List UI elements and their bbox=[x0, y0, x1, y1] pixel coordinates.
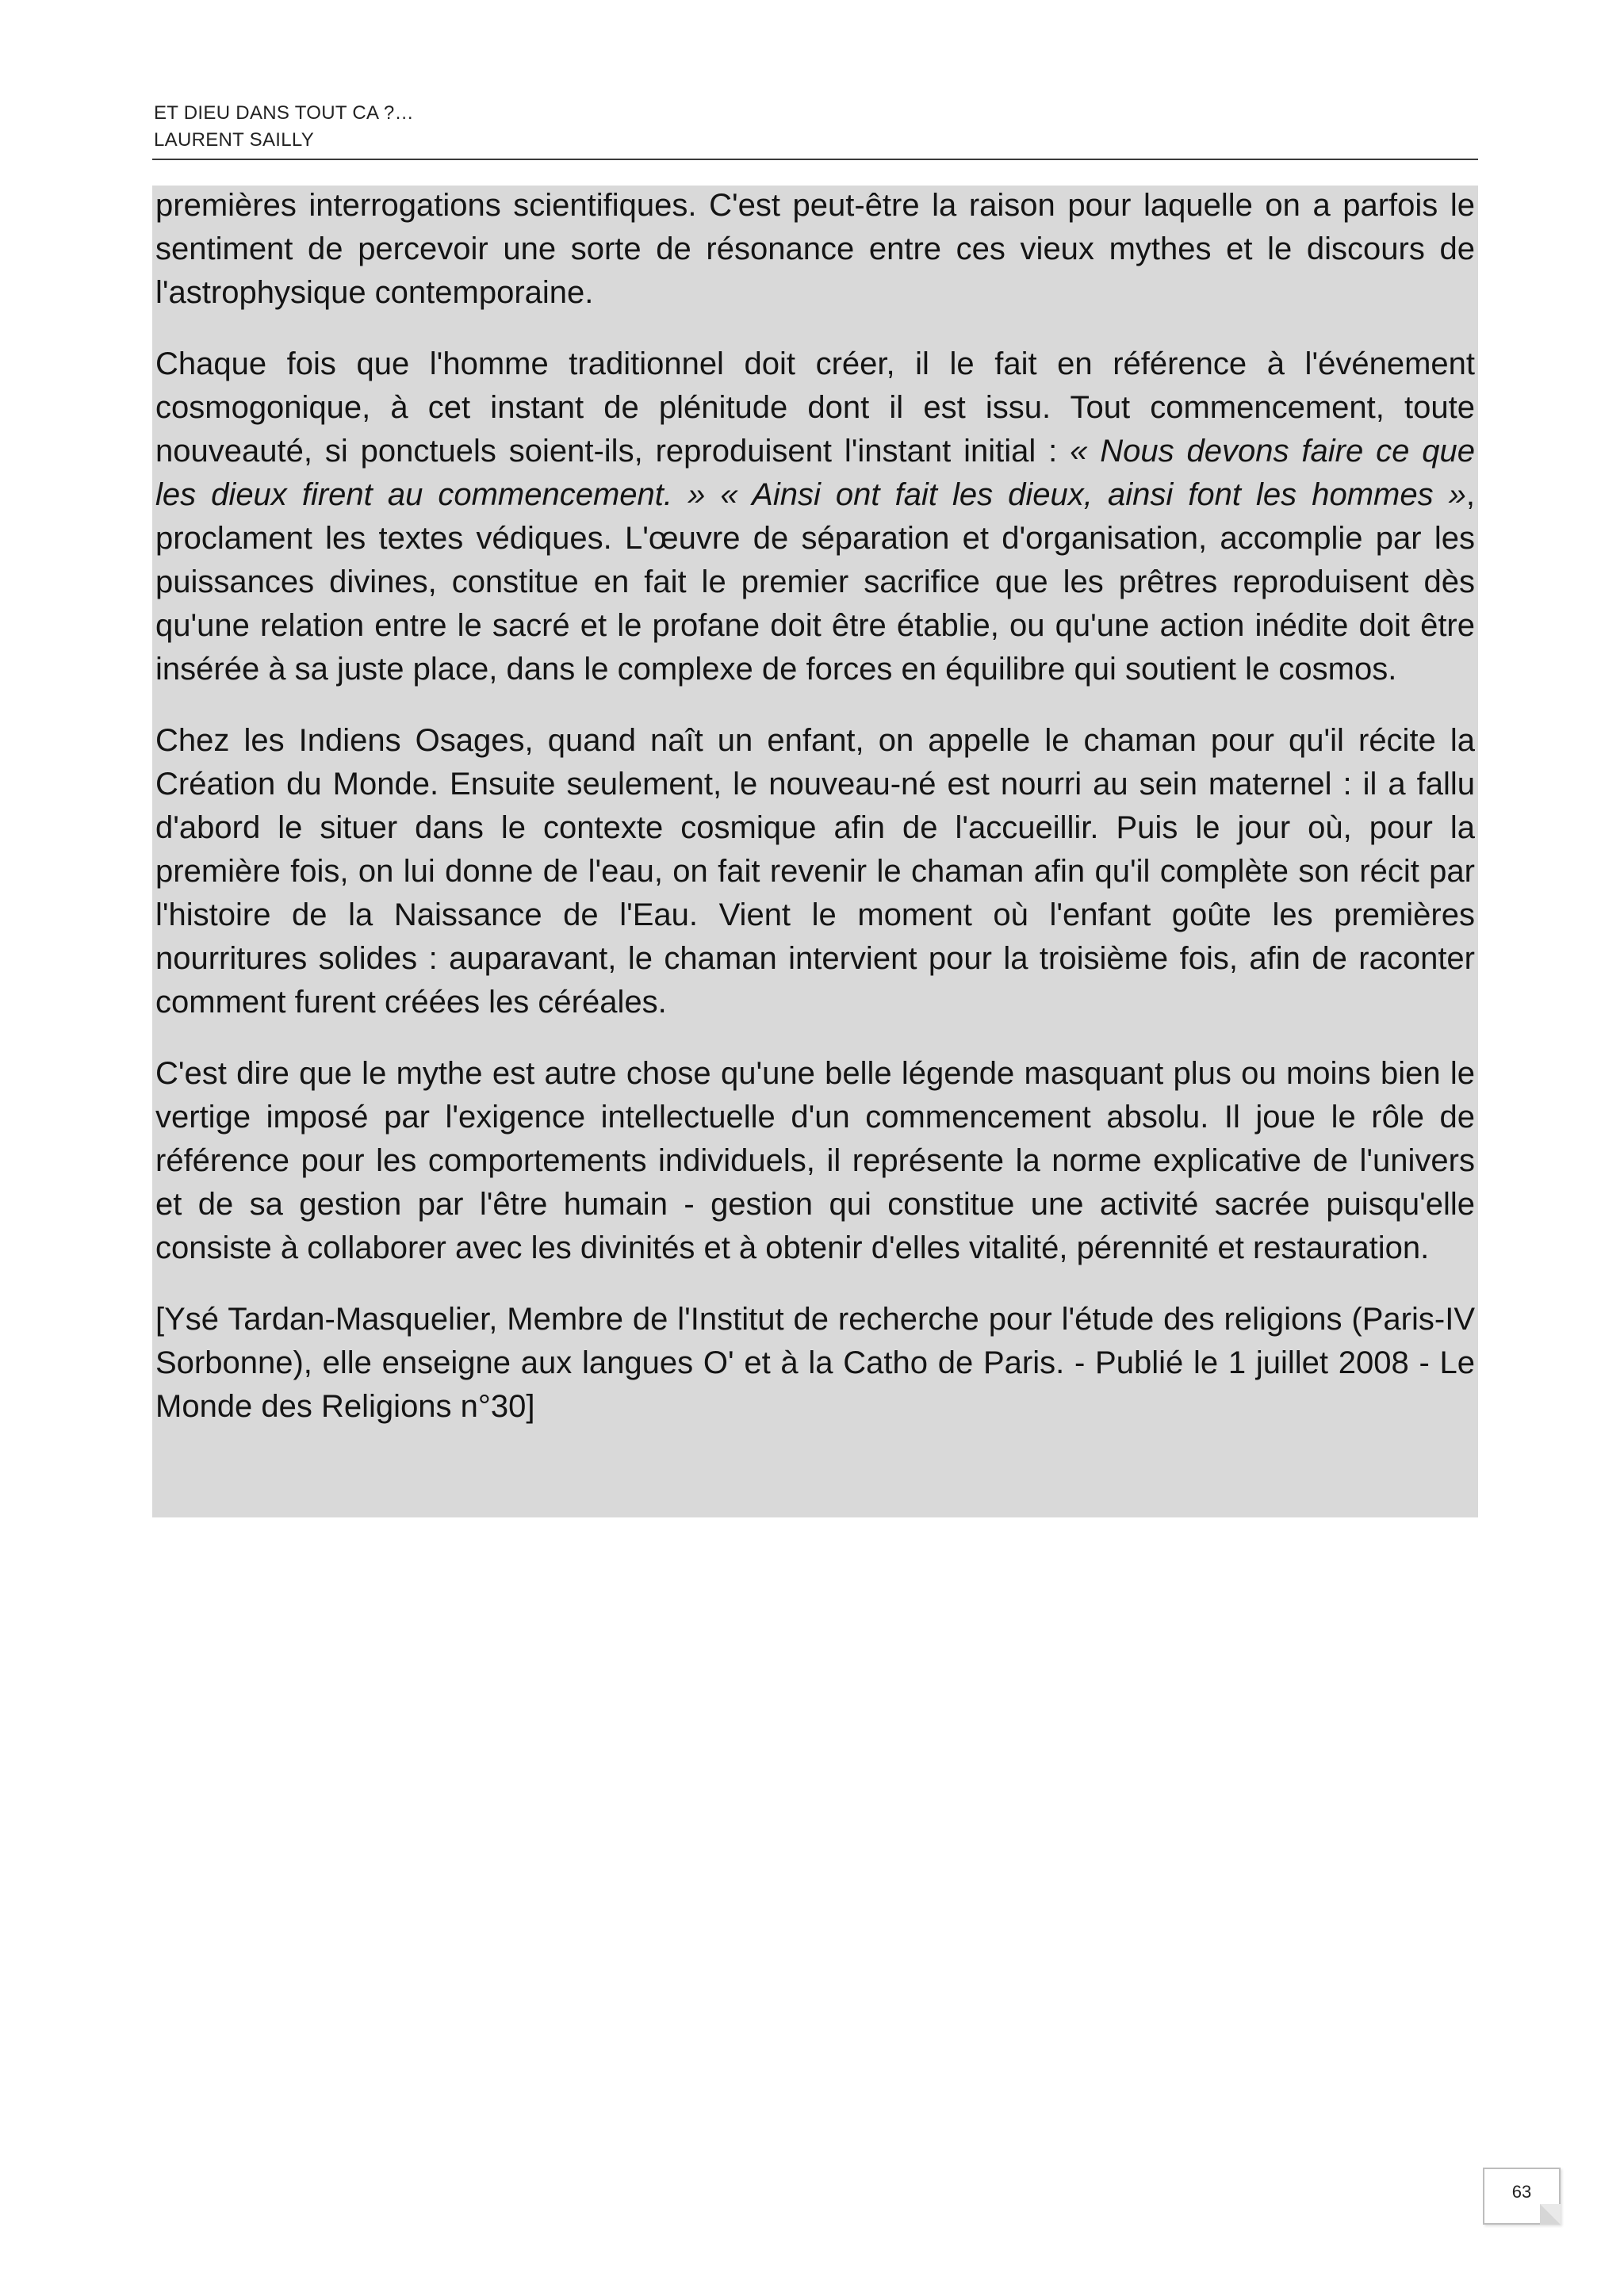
header-rule bbox=[152, 159, 1478, 160]
paragraph-2-text-before: Chaque fois que l'homme traditionnel doit créer, il le fait en référence à l'événement cosmogonique, à cet instant de plénitude dont il est issu. Tout commencement, toute nouveauté, si ponctuels soient-ils, reproduisent l'instant initial : bbox=[155, 346, 1475, 469]
page-curl-corner bbox=[1540, 2204, 1561, 2225]
paragraph-3: Chez les Indiens Osages, quand naît un enfant, on appelle le chaman pour qu'il récite la Création du Monde. Ensuite seulement, le nouveau-né est nourri au sein maternel : il a fallu d'abord le situer dans le contexte cosmique afin de l'accueillir. Puis le jour où, pour la première fois, on lui donne de l'eau, on fait revenir le chaman afin qu'il complète son récit par l'histoire de la Naissance de l'Eau. Vient le moment où l'enfant goûte les premières nourritures solides : auparavant, le chaman intervient pour la troisième fois, afin de raconter comment furent créées les céréales. bbox=[155, 723, 1475, 1020]
page-number: 63 bbox=[1511, 2182, 1532, 2202]
page-number-box bbox=[1483, 2168, 1561, 2225]
article-body bbox=[155, 184, 1475, 1456]
header-book-title: ET DIEU DANS TOUT CA ?… bbox=[154, 102, 414, 124]
paragraph-2-text-after: , proclament les textes védiques. L'œuvre de séparation et d'organisation, accomplie par les puissances divines, constitue en fait le premier sacrifice que les prêtres reproduisent dès qu'une relation entre le sacré et le profane doit être établie, ou qu'une action inédite doit être insérée à sa juste place, dans le complexe de forces en équilibre qui soutient le cosmos. bbox=[155, 477, 1475, 687]
vedic-quotation: « Nous devons faire ce que les dieux firent au commencement. » « Ainsi ont fait les dieux, ainsi font les hommes » bbox=[155, 434, 1475, 512]
paragraph-1: premières interrogations scientifiques. C'est peut-être la raison pour laquelle on a parfois le sentiment de percevoir une sorte de résonance entre ces vieux mythes et le discours de l'astrophysique contemporaine. bbox=[155, 188, 1475, 310]
header-author: LAURENT SAILLY bbox=[154, 129, 315, 151]
source-citation: [Ysé Tardan-Masquelier, Membre de l'Institut de recherche pour l'étude des religions (Paris-IV Sorbonne), elle enseigne aux langues O' et à la Catho de Paris. - Publié le 1 juillet 2008 - Le Monde des Religions n°30] bbox=[155, 1302, 1475, 1424]
paragraph-4: C'est dire que le mythe est autre chose qu'une belle légende masquant plus ou moins bien le vertige imposé par l'exigence intellectuelle d'un commencement absolu. Il joue le rôle de référence pour les comportements individuels, il représente la norme explicative de l'univers et de sa gestion par l'être humain - gestion qui constitue une activité sacrée puisqu'elle consiste à collaborer avec les divinités et à obtenir d'elles vitalité, pérennité et restauration. bbox=[155, 1056, 1475, 1265]
paragraph-2 bbox=[155, 342, 1475, 691]
running-header bbox=[154, 100, 1478, 154]
